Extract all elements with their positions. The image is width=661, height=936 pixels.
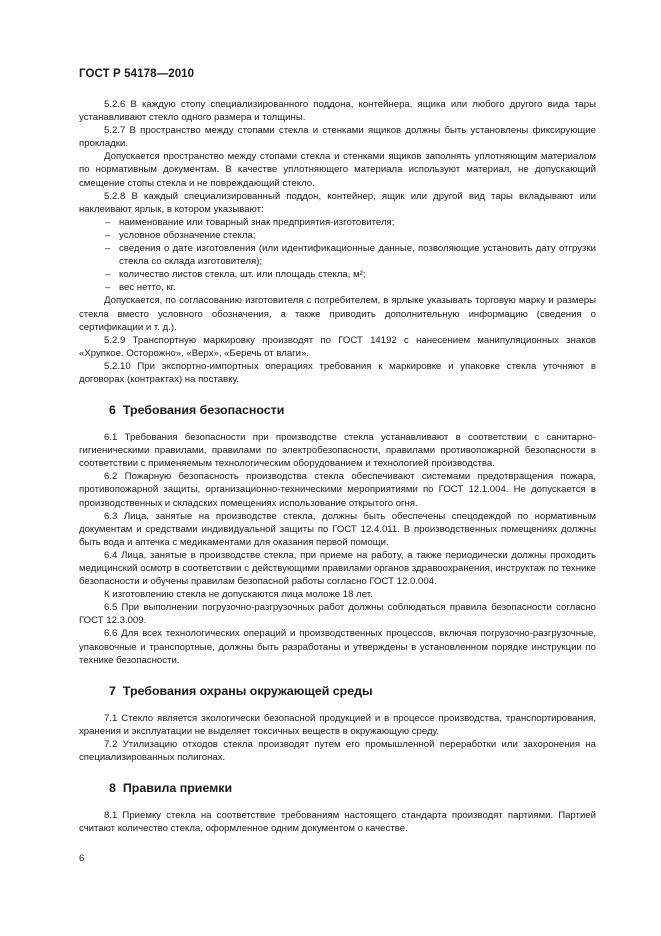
list-dash: – [105, 216, 111, 228]
section-title: Требования охраны окружающей среды [122, 683, 373, 698]
paragraph: 6.5 При выполнении погрузочно-разгрузочных работ должны соблюдаться правила безопасности согласно ГОСТ 12.3.009. [79, 602, 596, 627]
section-title: Требования безопасности [122, 403, 285, 418]
paragraph: 5.2.8 В каждый специализированный поддон, контейнер, ящик или другой вид тары вкладывают или наклеивают ярлык, в котором указывают: [79, 190, 596, 215]
section-number: 8 [109, 781, 116, 796]
list-item [79, 216, 596, 229]
paragraph: Допускается, по согласованию изготовителя с потребителем, в ярлыке указывать торговую марку и размеры стекла вместо условного обозначения, а также приводить дополнительную информацию (сведения о сертификации и т. д.). [79, 295, 596, 333]
paragraph: Допускается пространство между стопами стекла и стенками ящиков заполнять уплотняющим материалом по нормативным документам. В качестве уплотняющего материала используют материал, не допускающий смещение стопы стекла и не повреждающий стекло. [79, 151, 596, 189]
list-item-text: вес нетто, кг. [119, 282, 176, 294]
paragraph: 6.3 Лица, занятые на производстве стекла, должны быть обеспечены спецодеждой по нормативным документам и средствами индивидуальной защиты по ГОСТ 12.4.011. В производственных помещениях должны быть вода и аптечка с медикаментами для оказания первой помощи. [79, 510, 596, 548]
paragraph: 5.2.6 В каждую стопу специализированного поддона, контейнера, ящика или любого другого вида тары устанавливают стекло одного размера и толщины. [79, 99, 596, 124]
paragraph: 7.2 Утилизацию отходов стекла производят путем его промышленной переработки или захоронения на специализированных полигонах. [79, 738, 596, 764]
list-item-text: условное обозначение стекла; [119, 229, 256, 241]
section-heading-6 [109, 402, 596, 418]
list-item-text: сведения о дате изготовления (или идентификационные данные, позволяющие установить дату отгрузки стекла со склада изготовителя); [119, 243, 596, 268]
list-dash: – [105, 282, 111, 294]
list-item-text: количество листов стекла, шт. или площадь стекла, м²; [119, 269, 366, 281]
paragraph: 5.2.7 В пространство между стопами стекла и стенками ящиков должны быть установлены фиксирующие прокладки. [79, 125, 596, 150]
paragraph: 7.1 Стекло является экологически безопасной продукцией и в процессе производства, транспортирования, хранения и эксплуатации не выделяет токсичных веществ в окружающую среду. [79, 712, 596, 737]
list-dash: – [105, 229, 111, 241]
paragraph: К изготовлению стекла не допускаются лица моложе 18 лет. [104, 589, 373, 601]
section-number: 6 [109, 403, 116, 418]
list-dash: – [105, 269, 111, 281]
document-body [79, 98, 596, 835]
list-item [79, 268, 596, 281]
paragraph: 8.1 Приемку стекла на соответствие требованиям настоящего стандарта производят партиями. Партией считают количество стекла, оформленное одним документом о качестве. [79, 810, 596, 835]
section-title: Правила приемки [122, 781, 233, 796]
paragraph: 6.1 Требования безопасности при производстве стекла устанавливают в соответствии с санитарно-гигиеническими правилами, правилами по электробезопасности, правилами противопожарной безопасности в соответствии с применяемым технологическим оборудованием и технологией производства. [79, 432, 596, 470]
paragraph: 6.6 Для всех технологических операций и производственных процессов, включая погрузочно-разгрузочные, упаковочные и транспортные, должны быть разработаны и утверждены в установленном порядке инструкции по технике безопасности. [79, 628, 596, 666]
page-number: 6 [79, 853, 85, 864]
section-number: 7 [109, 683, 116, 698]
paragraph: 5.2.10 При экспортно-импортных операциях требования к маркировке и упаковке стекла уточняют в договорах (контрактах) на поставку. [79, 360, 596, 385]
list-item [79, 229, 596, 242]
paragraph: 6.2 Пожарную безопасность производства стекла обеспечивают системами предотвращения пожара, противопожарной защиты, организационно-техническими мероприятиями по ГОСТ 12.1.004. Не допускается в производственных и складских помещениях использование открытого огня. [79, 471, 596, 509]
section-heading-7 [109, 683, 596, 699]
list-item [79, 242, 596, 268]
list-item [79, 281, 596, 294]
document-header: ГОСТ Р 54178—2010 [79, 68, 195, 80]
paragraph: 6.4 Лица, занятые в производстве стекла, при приеме на работу, а также периодически должны проходить медицинский осмотр в соответствии с действующими правилами органов здравоохранения, инструктаж по технике безопасности и обучены правилам безопасной работы согласно ГОСТ 12.0.004. [79, 549, 596, 588]
list-item-text: наименование или товарный знак предприятия-изготовителя; [119, 216, 395, 228]
section-heading-8 [109, 780, 596, 796]
list-dash: – [105, 243, 111, 255]
paragraph: 5.2.9 Транспортную маркировку производят по ГОСТ 14192 с нанесением манипуляционных знаков «Хрупкое. Осторожно», «Верх», «Беречь от влаги». [79, 334, 596, 359]
